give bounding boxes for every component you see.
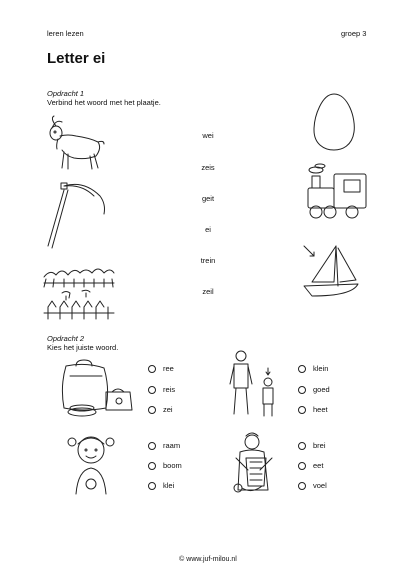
radio-circle-icon[interactable] [148, 365, 156, 373]
word-zeis[interactable]: zeis [201, 163, 215, 172]
egg-picture[interactable] [310, 92, 358, 152]
knitting-grandma-picture[interactable] [226, 428, 290, 498]
radio-circle-icon[interactable] [148, 406, 156, 414]
option-label: eet [313, 461, 324, 470]
word-geit[interactable]: geit [201, 194, 215, 203]
option-label: raam [163, 441, 181, 450]
word-trein[interactable]: trein [200, 256, 216, 265]
option-label: goed [313, 385, 330, 394]
option-label: brei [313, 441, 326, 450]
goat-picture[interactable] [44, 114, 106, 174]
option-eet[interactable] [298, 461, 323, 470]
option-ree[interactable] [148, 364, 174, 373]
opdracht1-instruction: Verbind het woord met het plaatje. [47, 98, 161, 107]
header-right: groep 3 [341, 29, 367, 38]
option-label: reis [163, 385, 176, 394]
option-voel[interactable] [298, 481, 327, 490]
footer-credit: © www.juf-milou.nl [179, 556, 237, 563]
page-title: Letter ei [47, 50, 106, 67]
word-ei[interactable]: ei [205, 225, 211, 234]
option-label: klein [313, 364, 329, 373]
option-label: ree [163, 364, 174, 373]
people-picture[interactable] [226, 348, 284, 420]
option-boom[interactable] [148, 461, 182, 470]
option-heet[interactable] [298, 405, 328, 414]
girl-picture[interactable] [66, 432, 116, 496]
option-klein[interactable] [298, 364, 328, 373]
train-picture[interactable] [304, 164, 370, 222]
option-klei[interactable] [148, 481, 174, 490]
radio-circle-icon[interactable] [298, 462, 306, 470]
radio-circle-icon[interactable] [298, 442, 306, 450]
opdracht2-instruction: Kies het juiste woord. [47, 343, 119, 352]
option-label: boom [163, 461, 182, 470]
option-reis[interactable] [148, 385, 175, 394]
radio-circle-icon[interactable] [148, 442, 156, 450]
scythe-picture[interactable] [44, 180, 108, 252]
radio-circle-icon[interactable] [298, 482, 306, 490]
word-wei[interactable]: wei [202, 131, 214, 140]
option-goed[interactable] [298, 385, 330, 394]
opdracht2-label: Opdracht 2 [47, 334, 85, 343]
option-label: klei [163, 481, 175, 490]
option-label: zei [163, 405, 173, 414]
meadow-picture[interactable] [42, 263, 116, 325]
word-zeil[interactable]: zeil [202, 287, 214, 296]
radio-circle-icon[interactable] [298, 406, 306, 414]
option-label: heet [313, 405, 328, 414]
radio-circle-icon[interactable] [148, 386, 156, 394]
radio-circle-icon[interactable] [298, 365, 306, 373]
bags-picture[interactable] [62, 360, 136, 422]
radio-circle-icon[interactable] [298, 386, 306, 394]
option-label: voel [313, 481, 327, 490]
option-zei[interactable] [148, 405, 173, 414]
option-raam[interactable] [148, 441, 180, 450]
radio-circle-icon[interactable] [148, 462, 156, 470]
opdracht1-label: Opdracht 1 [47, 89, 85, 98]
radio-circle-icon[interactable] [148, 482, 156, 490]
option-brei[interactable] [298, 441, 326, 450]
header-left: leren lezen [47, 29, 84, 38]
sailboat-picture[interactable] [300, 240, 362, 302]
